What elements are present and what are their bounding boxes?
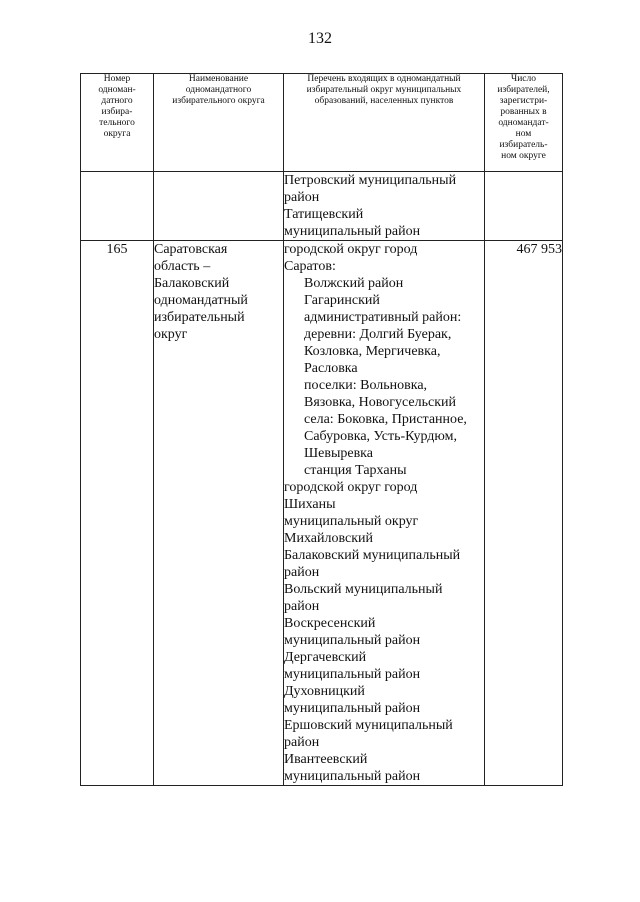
cell-municipal-list: городской округ город Саратов: Волжский район Гагаринский административный район: деревни: Долгий Буерак, Козловка, Мергичевка, Расловка поселки: Вольновка, Вязовка, Новогусельский села: Боковка, Пристанное, Сабуровка, Усть-Курдюм, Шевыревка станция Тарханы городской округ город Шиханы муниципальный округ Михайловский Балаковский муниципальный район Вольский муниципальный район Воскресенский муниципальный район Дергачевский муниципальный район Духовницкий муниципальный район Ершовский муниципальный район Ивантеевский муниципальный район xyxy=(284,241,485,786)
cell-voters xyxy=(485,172,563,241)
header-district-name: Наименование одномандатного избирательного округа xyxy=(154,74,284,172)
table-row-165 xyxy=(81,241,563,786)
cell-name xyxy=(154,172,284,241)
table-row-continuation xyxy=(81,172,563,241)
cell-voters: 467 953 xyxy=(485,241,563,786)
header-municipal-list: Перечень входящих в одномандатный избирательный округ муниципальных образований, населенных пунктов xyxy=(284,74,485,172)
header-district-number: Номер одноман- датного избира- тельного округа xyxy=(81,74,154,172)
districts-table xyxy=(80,73,563,786)
header-row xyxy=(81,74,563,172)
cell-municipal-list: Петровский муниципальный район Татищевский муниципальный район xyxy=(284,172,485,241)
page-number: 132 xyxy=(308,30,332,47)
header-voters-count: Число избирателей, зарегистри- рованных в одномандат- ном избиратель- ном округе xyxy=(485,74,563,172)
cell-number xyxy=(81,172,154,241)
cell-number: 165 xyxy=(81,241,154,786)
cell-name: Саратовская область – Балаковский одномандатный избирательный округ xyxy=(154,241,284,786)
